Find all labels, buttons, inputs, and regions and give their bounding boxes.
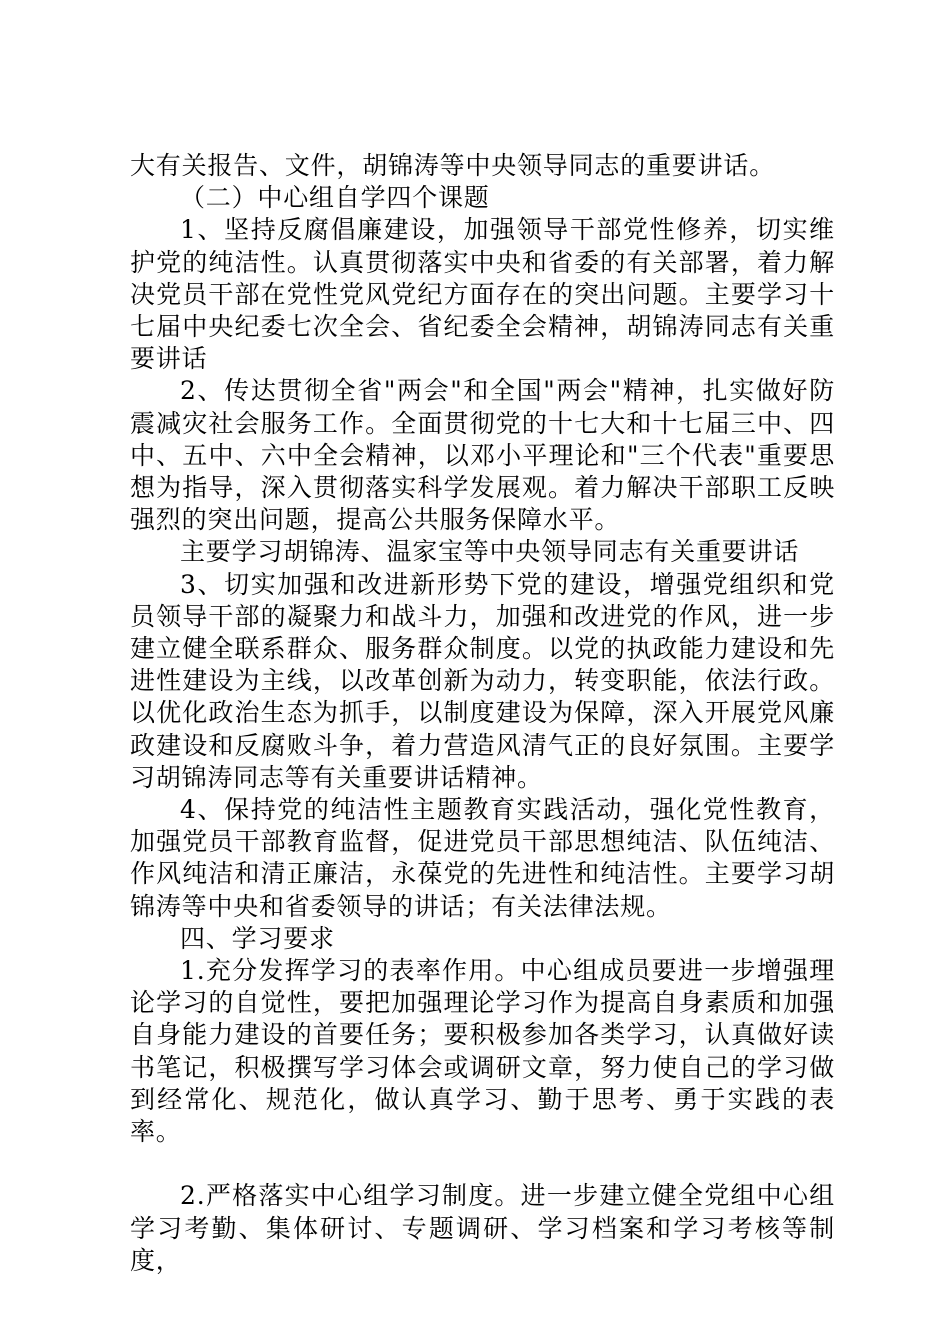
paragraph-requirement-2: 2.严格落实中心组学习制度。进一步建立健全党组中心组学习考勤、集体研讨、专题调研、学习档案和学习考核等制度，: [130, 1181, 835, 1275]
paragraph-requirement-1: 1.充分发挥学习的表率作用。中心组成员要进一步增强理论学习的自觉性，要把加强理论学习作为提高自身素质和加强自身能力建设的首要任务；要积极参加各类学习，认真做好读书笔记，积极撰写学习体会或调研文章，努力使自己的学习做到经常化、规范化，做认真学习、勤于思考、勇于实践的表率。: [130, 956, 835, 1147]
section-heading-self-study-topics: （二）中心组自学四个课题: [180, 183, 490, 213]
paragraph-spacer: [130, 1148, 835, 1180]
section-heading-study-requirements: 四、学习要求: [180, 923, 335, 953]
paragraph-topic-3: 3、切实加强和改进新形势下党的建设，增强党组织和党员领导干部的凝聚力和战斗力，加强和改进党的作风，进一步建立健全联系群众、服务群众制度。以党的执政能力建设和先进性建设为主线，以改革创新为动力，转变职能，依法行政。以优化政治生态为抓手，以制度建设为保障，深入开展党风廉政建设和反腐败斗争，着力营造风清气正的良好氛围。主要学习胡锦涛同志等有关重要讲话精神。: [130, 569, 835, 792]
document-body: [130, 150, 835, 1277]
paragraph-topic-4: 4、保持党的纯洁性主题教育实践活动，强化党性教育，加强党员干部教育监督，促进党员干部思想纯洁、队伍纯洁、作风纯洁和清正廉洁，永葆党的先进性和纯洁性。主要学习胡锦涛等中央和省委领导的讲话；有关法律法规。: [130, 795, 835, 921]
paragraph-topic-2-study: 主要学习胡锦涛、温家宝等中央领导同志有关重要讲话: [180, 537, 800, 567]
paragraph-continuation: 大有关报告、文件，胡锦涛等中央领导同志的重要讲话。: [130, 151, 776, 180]
paragraph-topic-2: 2、传达贯彻全省"两会"和全国"两会"精神，扎实做好防震减灾社会服务工作。全面贯彻党的十七大和十七届三中、四中、五中、六中全会精神，以邓小平理论和"三个代表"重要思想为指导，深入贯彻落实科学发展观。着力解决干部职工反映强烈的突出问题，提高公共服务保障水平。: [130, 376, 835, 535]
paragraph-topic-1: 1、坚持反腐倡廉建设，加强领导干部党性修养，切实维护党的纯洁性。认真贯彻落实中央和省委的有关部署，着力解决党员干部在党性党风党纪方面存在的突出问题。主要学习十七届中央纪委七次全会、省纪委全会精神，胡锦涛同志有关重要讲话: [130, 215, 835, 374]
